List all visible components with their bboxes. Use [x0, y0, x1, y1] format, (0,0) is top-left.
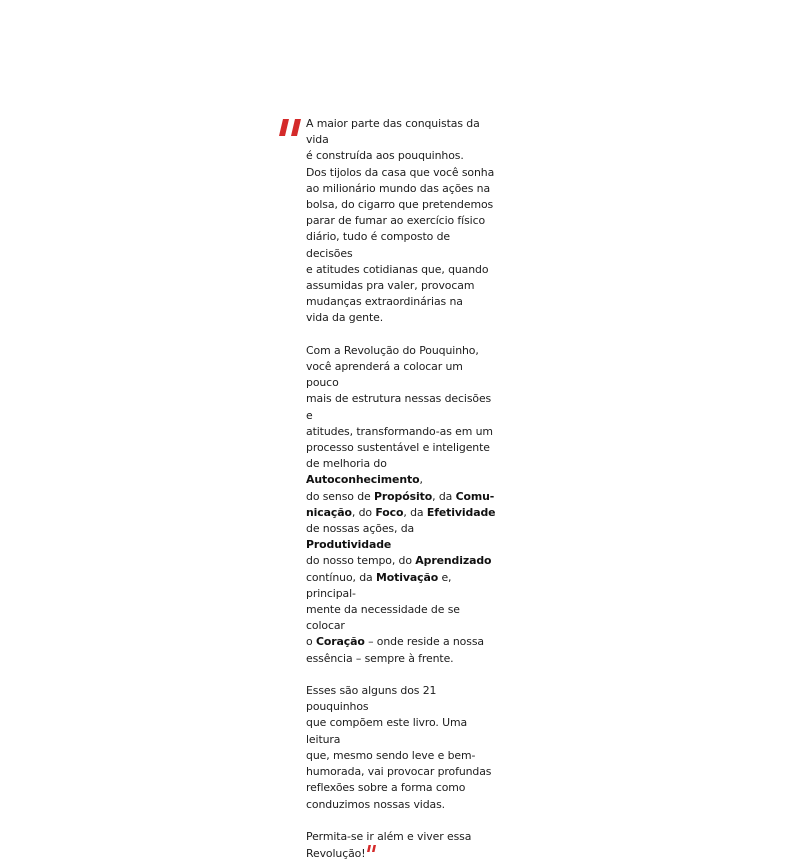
line: Permita-se ir além e viver essa	[306, 829, 472, 843]
text-segment: o	[306, 635, 316, 649]
keyword-efetividade: Efetividade	[426, 505, 496, 519]
quote-body	[306, 116, 498, 862]
text-segment: contínuo, da	[306, 570, 376, 584]
text-segment: , do	[351, 505, 376, 519]
line: A maior parte das conquistas da vida	[306, 117, 480, 147]
line: Dos tijolos da casa que você sonha	[306, 165, 495, 179]
line: ao milionário mundo das ações na	[306, 181, 491, 195]
line: processo sustentável e inteligente	[306, 441, 490, 455]
paragraph-intro	[306, 116, 498, 327]
line: mais de estrutura nessas decisões e	[306, 392, 492, 422]
open-quote-icon	[279, 118, 305, 138]
line: que, mesmo sendo leve e bem-	[306, 748, 476, 762]
text-segment: de melhoria do	[306, 457, 387, 471]
line: conduzimos nossas vidas.	[306, 797, 446, 811]
paragraph-revolucao	[306, 343, 498, 667]
line: e atitudes cotidianas que, quando	[306, 262, 489, 276]
line: vida da gente.	[306, 311, 384, 325]
line: diário, tudo é composto de decisões	[306, 230, 450, 260]
line: atitudes, transformando-as em um	[306, 424, 493, 438]
text-segment: , da	[403, 505, 427, 519]
paragraph-pouquinhos	[306, 683, 498, 813]
text-segment: de nossas ações, da	[306, 522, 415, 536]
keyword-comunicacao-part2: nicação	[306, 505, 352, 519]
paragraph-closing	[306, 829, 498, 862]
text-segment: , da	[432, 489, 456, 503]
line: parar de fumar ao exercício físico	[306, 214, 486, 228]
line: humorada, vai provocar profundas	[306, 765, 492, 779]
line: mente da necessidade de se colocar	[306, 603, 460, 633]
line: reflexões sobre a forma como	[306, 781, 466, 795]
close-quote-icon	[367, 845, 376, 853]
keyword-motivacao: Motivação	[376, 570, 439, 584]
keyword-aprendizado: Aprendizado	[415, 554, 492, 568]
line: Revolução!	[306, 847, 366, 861]
line: é construída aos pouquinhos.	[306, 149, 464, 163]
keyword-autoconhecimento: Autoconhecimento	[306, 473, 420, 487]
line: Com a Revolução do Pouquinho,	[306, 343, 479, 357]
text-segment: e, principal-	[306, 570, 452, 600]
keyword-proposito: Propósito	[374, 489, 433, 503]
text-segment: – onde reside a nossa	[364, 635, 484, 649]
text-segment: ,	[419, 473, 423, 487]
line: assumidas pra valer, provocam	[306, 279, 475, 293]
line: Esses são alguns dos 21 pouquinhos	[306, 684, 437, 714]
line: mudanças extraordinárias na	[306, 295, 463, 309]
keyword-comunicacao-part1: Comu-	[455, 489, 495, 503]
line: você aprenderá a colocar um pouco	[306, 360, 463, 390]
line: que compõem este livro. Uma leitura	[306, 716, 468, 746]
keyword-produtividade: Produtividade	[306, 538, 392, 552]
line: essência – sempre à frente.	[306, 651, 454, 665]
text-segment: do nosso tempo, do	[306, 554, 416, 568]
keyword-foco: Foco	[375, 505, 404, 519]
keyword-coracao: Coração	[315, 635, 365, 649]
line: bolsa, do cigarro que pretendemos	[306, 198, 494, 212]
text-segment: do senso de	[306, 489, 374, 503]
